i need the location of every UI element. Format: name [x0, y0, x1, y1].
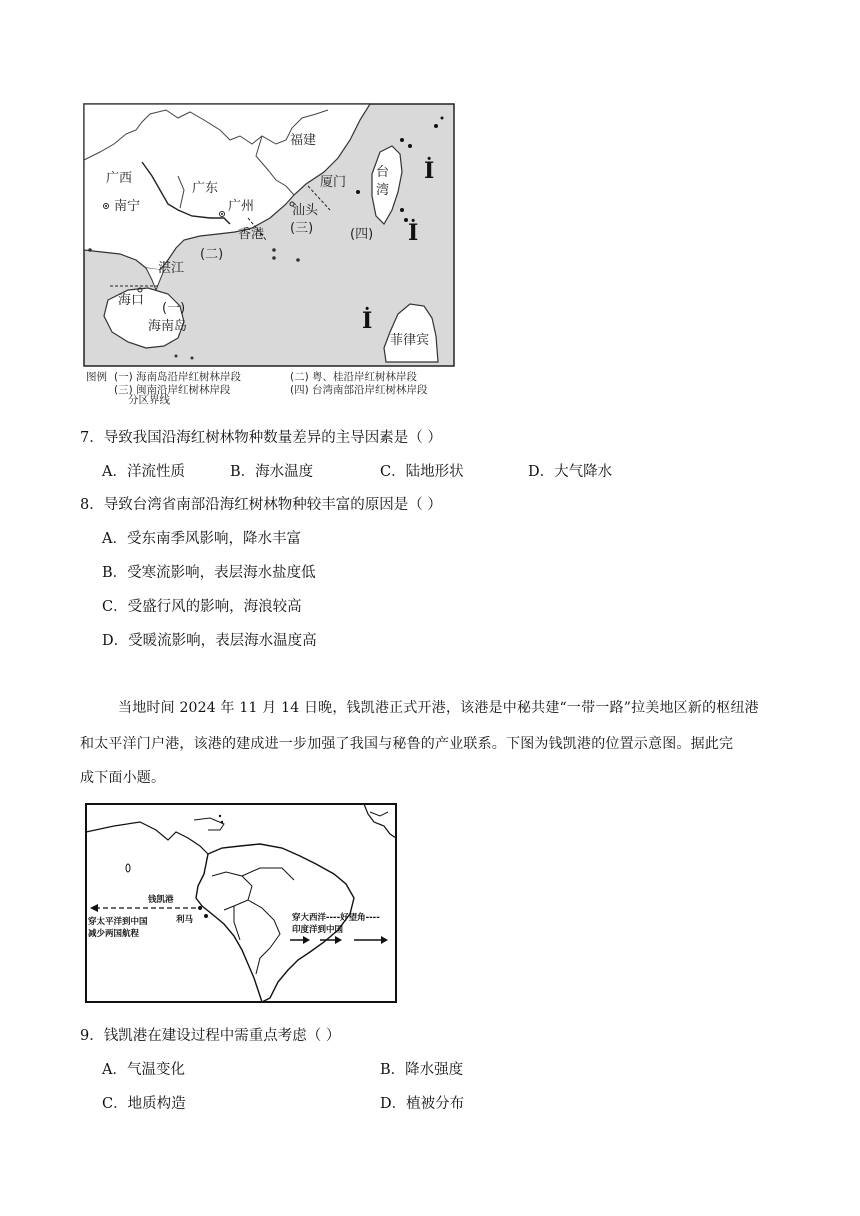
island-symbol-icon: İ: [408, 220, 419, 246]
q8-option-b[interactable]: B．受寒流影响，表层海水盐度低: [102, 565, 316, 581]
label-section-4: (四): [350, 227, 374, 242]
q7-option-b[interactable]: B．海水温度: [230, 464, 314, 480]
label-lima: 利马: [176, 915, 194, 925]
passage-line-2: 和太平洋门户港，该港的建成进一步加强了我国与秘鲁的产业联系。下图为钱凯港的位置示意图。据此完: [80, 736, 734, 752]
label-philippines: 菲律宾: [390, 333, 430, 348]
q8-option-c[interactable]: C．受盛行风的影响，海浪较高: [102, 599, 302, 615]
legend-boundary: 分区界线: [128, 394, 170, 406]
label-zhanjiang: 湛江: [158, 261, 185, 276]
q7-stem: 7．导致我国沿海红树林物种数量差异的主导因素是（ ）: [80, 430, 442, 446]
mangrove-map: [80, 100, 460, 406]
passage-line-1: 当地时间 2024 年 11 月 14 日晚，钱凯港正式开港，该港是中秘共建“一带一路”拉美地区新的枢纽港: [118, 700, 759, 716]
label-guangzhou: 广州: [228, 199, 255, 214]
legend-item-1: (一) 海南岛沿岸红树林岸段: [114, 371, 242, 383]
q7-option-d[interactable]: D．大气降水: [528, 464, 613, 480]
passage-line-3: 成下面小题。: [80, 770, 166, 786]
q8-stem: 8．导致台湾省南部沿海红树林物种较丰富的原因是（ ）: [80, 497, 442, 513]
label-pacific-route-2: 减少两国航程: [88, 929, 140, 939]
label-chancay-port: 钱凯港: [148, 895, 174, 905]
island-symbol-icon: İ: [362, 308, 373, 334]
legend-item-4: (四) 台湾南部沿岸红树林岸段: [290, 384, 428, 396]
label-atlantic-route-1: 穿大西洋----好望角----: [292, 913, 380, 923]
legend-item-3: (三) 闽南沿岸红树林岸段: [114, 384, 231, 396]
q7-option-c[interactable]: C．陆地形状: [380, 464, 464, 480]
q8-option-a[interactable]: A．受东南季风影响，降水丰富: [102, 531, 301, 547]
mangrove-map-svg: [80, 100, 460, 400]
label-hongkong: 香港: [238, 227, 265, 242]
label-section-1: (一): [162, 301, 186, 316]
label-taiwan-2: 湾: [376, 183, 390, 198]
q9-option-d[interactable]: D．植被分布: [380, 1096, 465, 1112]
label-haikou: 海口: [118, 293, 145, 308]
q9-option-a[interactable]: A．气温变化: [102, 1062, 185, 1078]
legend-item-2: (二) 粤、桂沿岸红树林岸段: [290, 371, 418, 383]
q9-stem: 9．钱凯港在建设过程中需重点考虑（ ）: [80, 1028, 341, 1044]
label-taiwan-1: 台: [376, 165, 390, 180]
label-xiamen: 厦门: [320, 175, 347, 190]
label-fujian: 福建: [290, 133, 317, 148]
label-atlantic-route-2: 印度洋到中国: [292, 925, 344, 935]
chancay-map-svg: [84, 802, 400, 1006]
label-shantou: 汕头: [292, 203, 319, 218]
label-guangxi: 广西: [106, 171, 133, 186]
legend-title: 图例: [86, 371, 107, 383]
label-pacific-route-1: 穿太平洋到中国: [88, 917, 148, 927]
q9-option-b[interactable]: B．降水强度: [380, 1062, 464, 1078]
label-section-2: (二): [200, 247, 224, 262]
q9-option-c[interactable]: C．地质构造: [102, 1096, 186, 1112]
label-hainan: 海南岛: [148, 319, 188, 334]
label-section-3: (三): [290, 221, 314, 236]
label-nanning: 南宁: [114, 199, 141, 214]
chancay-map: [84, 802, 400, 1006]
label-guangdong: 广东: [192, 181, 219, 196]
q7-option-a[interactable]: A．洋流性质: [102, 464, 185, 480]
q8-option-d[interactable]: D．受暖流影响，表层海水温度高: [102, 633, 317, 649]
island-symbol-icon: İ: [424, 158, 435, 184]
